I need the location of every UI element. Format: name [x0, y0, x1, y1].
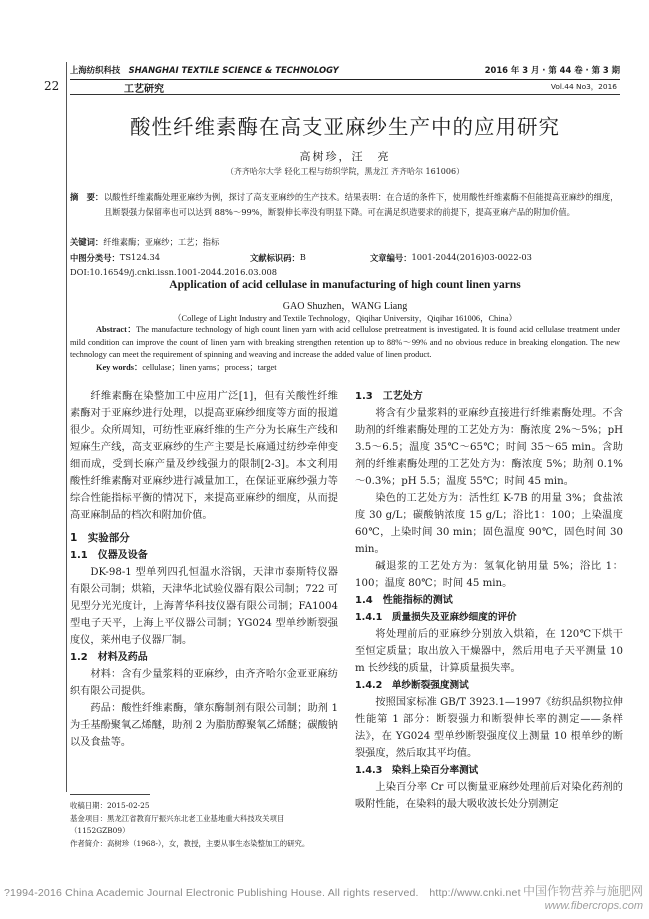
section-tag: 工艺研究 [124, 84, 164, 95]
classification-row: 中图分类号： TS124.34 文献标识码： B 文章编号： 1001-2044(2016)03-0022-03 [70, 252, 532, 263]
process-paragraph: 将含有少量浆料的亚麻纱直接进行纤维素酶处理。不含助剂的纤维素酶处理的工艺处方为：酶浓度 2%～5%；pH 3.5～6.5；温度 35℃～65℃；时间 35～65 min。含助剂的纤维素酶处理的工艺处方为：酶浓度 5%；助剂 0.1%～0.3%；pH 5.5；温度 55℃；时间 45 min。 [355, 408, 623, 487]
english-keywords: Key words：cellulase；linen yarns；process；target [96, 363, 277, 372]
subsection-heading: 1.2 材料及药品 [70, 652, 148, 663]
abstract-zh-label: 摘 要： [70, 192, 104, 202]
subsection-heading: 1.3 工艺处方 [355, 391, 423, 402]
section-heading: 1 实验部分 [70, 532, 130, 544]
doi: DOI:10.16549/j.cnki.issn.1001-2044.2016.03.008 [70, 267, 278, 277]
body-right-column [355, 388, 623, 813]
journal-header [70, 62, 620, 80]
footnote-rule [70, 794, 150, 795]
article-title: 酸性纤维素酶在高支亚麻纱生产中的应用研究 [130, 115, 560, 139]
header-rule [70, 94, 620, 95]
margin-rule [66, 62, 67, 792]
chemicals-paragraph: 药品：酸性纤维素酶，肇东酶制剂有限公司制；助剂 1 为壬基酚聚氧乙烯醚，助剂 2 为脂肪醇聚氧乙烯醚；碳酸钠以及食盐等。 [70, 703, 338, 748]
footnote [70, 800, 338, 850]
article-authors: 高树珍，汪 亮 [299, 150, 391, 163]
english-abstract: Abstract：The manufacture technology of high count linen yarn with acid cellulose pretreatment is investigated. It is found acid cellulase treatment under mild condition can improve the count of linen yarn with breaking strengthen retention up to 88%～99% and no obvious reduce in breaking elongation. The new technology can meet the requirement of spinning and weaving and increase the added value of linen product. [70, 325, 621, 359]
intro-paragraph: 纤维素酶在染整加工中应用广泛[1]，但有关酸性纤维素酶对于亚麻纱进行处理，以提高亚麻纱细度等方面的报道很少。众所周知，可纺性亚麻纤维的生产分为长麻生产线和短麻生产线，高支亚麻纱的生产主要是长麻通过纺纱牵伸变细而成，受到长麻产量及纱线强力的限制[2-3]。本文利用酸性纤维素酶对亚麻纱进行减量加工，在保证亚麻纱强力等综合性能指标平衡的情况下，来提高亚麻纱的细度，从而提高亚麻制品的档次和附加价值。 [70, 391, 338, 521]
subsubsection-heading: 1.4.1 质量损失及亚麻纱细度的评价 [355, 612, 517, 623]
equipment-paragraph: DK-98-1 型单列四孔恒温水浴锅，天津市泰斯特仪器有限公司制；烘箱，天津华北试验仪器有限公司制；722 可见型分光光度计，上海菁华科技仪器有限公司制；FA1004 型电子天平，上海上平仪器公司制；YG024 型单纱断裂强度仪，莱州电子仪器厂制。 [70, 567, 338, 646]
footnote-author: 作者简介：高树珍（1968-），女，教授，主要从事生态染整加工的研究。 [70, 838, 310, 848]
site-logo: 中国作物营养与施肥网 [522, 884, 643, 898]
process-paragraph: 碱退浆的工艺处方为：氢氧化钠用量 5%；浴比 1：100；温度 80℃；时间 45 min。 [355, 561, 623, 589]
test-paragraph: 按照国家标准 GB/T 3923.1—1997《纺织品织物拉伸性能第 1 部分：断裂强力和断裂伸长率的测定——条样法》，在 YG024 型单纱断裂强度仪上测量 10 根单纱的断裂强度，然后取其平均值。 [355, 697, 623, 759]
article-affiliation: （齐齐哈尔大学 轻化工程与纺织学院，黑龙江 齐齐哈尔 161006） [225, 167, 465, 176]
materials-paragraph: 材料：含有少量浆料的亚麻纱，由齐齐哈尔金亚亚麻纺织有限公司提供。 [70, 669, 338, 697]
issue-info: 2016 年 3 月 · 第 44 卷 · 第 3 期 [484, 65, 620, 75]
watermark-bar [0, 882, 649, 902]
english-title: Application of acid cellulase in manufacturing of high count linen yarns [169, 279, 521, 291]
english-authors: GAO Shuzhen，WANG Liang [282, 301, 408, 312]
footnote-received: 收稿日期：2015-02-25 [70, 801, 150, 810]
keywords-zh: 关键词：纤维素酶；亚麻纱；工艺；指标 [70, 237, 220, 247]
process-paragraph: 染色的工艺处方为：活性红 K-7B 的用量 3%；食盐浓度 30 g/L；碳酸钠浓度 15 g/L；浴比1：100；上染温度 60℃，上染时间 30 min；固色温度 90℃，固色时间 30 min。 [355, 493, 623, 555]
journal-name: 上海纺织科技 SHANGHAI TEXTILE SCIENCE & TECHNOLOGY [70, 65, 339, 75]
subsection-heading: 1.4 性能指标的测试 [355, 595, 453, 606]
subsubsection-heading: 1.4.2 单纱断裂强度测试 [355, 680, 469, 691]
english-affiliation: （College of Light Industry and Textile Technology，Qiqihar University，Qiqihar 161006，China） [173, 314, 517, 323]
body-left-column [70, 388, 338, 751]
abstract-zh [70, 190, 620, 219]
test-paragraph: 上染百分率 Cr 可以衡量亚麻纱处理前后对染化药剂的吸附性能，在染料的最大吸收波长处分别测定 [355, 782, 623, 810]
abstract-zh-text: 以酸性纤维素酶处理亚麻纱为例，探讨了高支亚麻纱的生产技术。结果表明：在合适的条件下，使用酸性纤维素酶不但能提高亚麻纱的细度，且断裂强力保留率也可以达到 88%～99%，断裂伸长率没有明显下降。可在满足织造要求的前提下，提高亚麻产品的附加价值。 [104, 192, 619, 217]
copyright-line: ?1994-2016 China Academic Journal Electronic Publishing House. All rights reserved. http://www.cnki.net [4, 887, 521, 899]
subsection-heading: 1.1 仪器及设备 [70, 550, 148, 561]
watermark-url: www.fibercrops.com [544, 900, 643, 912]
test-paragraph: 将处理前后的亚麻纱分别放入烘箱，在 120℃下烘干至恒定质量；取出放入干燥器中，然后用电子天平测量 10 m 长纱线的质量，计算质量损失率。 [355, 629, 623, 674]
footnote-fund: 基金项目：黑龙江省教育厅振兴东北老工业基地重大科技攻关项目（1152GZB09） [70, 813, 285, 835]
page-number: 22 [44, 79, 60, 93]
subsubsection-heading: 1.4.3 染料上染百分率测试 [355, 765, 479, 776]
volume-line: Vol.44 No3，2016 [550, 82, 617, 91]
